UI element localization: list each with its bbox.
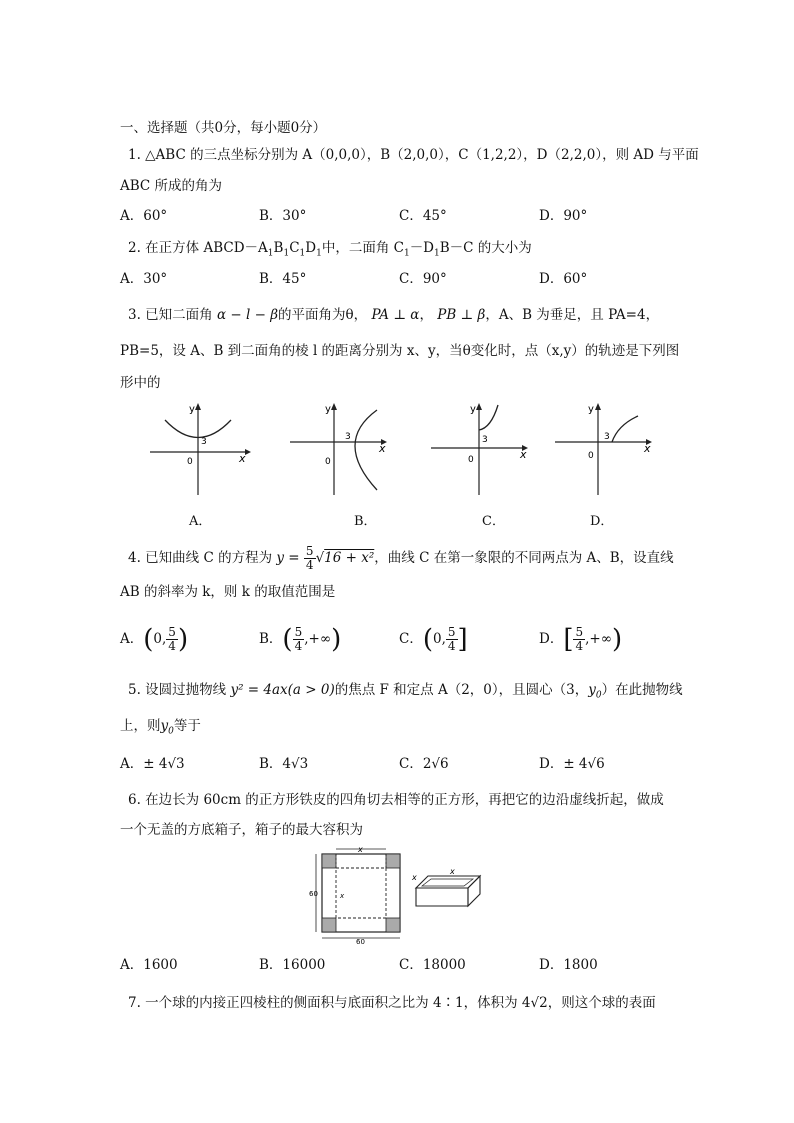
q3-line1 (128, 305, 659, 325)
q3-graph-a (145, 400, 255, 500)
q3-graph-label-c: C． (482, 514, 505, 529)
q3-text-c: ， (419, 307, 433, 323)
q5-mid: 的焦点 F 和定点 A（2，0），且圆心（3， (334, 682, 589, 698)
svg-text:x: x (239, 452, 246, 465)
q2-middle: 中，二面角 C (321, 240, 404, 256)
q5-option-c: C．2√6 (399, 756, 449, 772)
q4-option-c-letter: C． (399, 631, 423, 647)
q4-option-a-letter: A． (120, 631, 144, 647)
q3-graph-label-d: D． (590, 514, 614, 529)
svg-text:x: x (644, 442, 651, 455)
q6-option-d: D．1800 (539, 957, 598, 973)
q4-option-d-letter: D． (539, 631, 564, 647)
svg-text:3: 3 (201, 437, 207, 447)
svg-text:x: x (379, 442, 386, 455)
svg-text:x: x (520, 448, 527, 461)
q6-fig-box-x-side: x (412, 873, 417, 882)
q5-line1 (128, 680, 683, 706)
q2-option-d: D．60° (539, 271, 588, 287)
q1-option-b: B．30° (259, 208, 307, 224)
q2-prefix: 2. 在正方体 ABCD－A (128, 240, 268, 256)
q6-option-b: B．16000 (259, 957, 326, 973)
svg-text:y: y (470, 404, 476, 415)
q5-y0: $y_0$ (588, 682, 602, 701)
q3-graph-label-b: B． (354, 514, 377, 529)
svg-text:y: y (189, 404, 195, 415)
svg-text:0: 0 (468, 455, 474, 465)
q1-option-a: A．60° (120, 208, 168, 224)
q4-option-b: B．( $\frac{5}{4}$ ,+∞) (259, 624, 342, 655)
q5-suffix: ）在此抛物线 (601, 682, 683, 698)
svg-text:3: 3 (345, 432, 351, 442)
q7-line1: 7. 一个球的内接正四棱柱的侧面积与底面积之比为 4∶1，体积为 4√2，则这个球的表面 (128, 995, 656, 1011)
q4-option-d: D．[ $\frac{5}{4}$ ,+∞) (539, 624, 623, 655)
q4-line1 (128, 545, 674, 572)
q3-graph-b (285, 400, 395, 500)
section-title: 一、选择题（共0分，每小题0分） (120, 120, 327, 136)
q2-option-c: C．90° (399, 271, 447, 287)
q4-line2: AB 的斜率为 k，则 k 的取值范围是 (120, 584, 336, 600)
q6-option-a: A．1600 (120, 957, 178, 973)
q5-option-d: D．± 4√6 (539, 756, 605, 772)
q3-line3: 形中的 (120, 375, 161, 391)
q6-fig-x-inner: x (340, 892, 345, 900)
q3-math-pb: PB ⊥ β (437, 307, 486, 323)
q6-option-c: C．18000 (399, 957, 466, 973)
svg-text:y: y (588, 404, 594, 415)
q2-line1: 2. 在正方体 $ABCD-A_1B_1C_1D_1$中，二面角 $C_1-D_1B-C$ 的大小为 (128, 240, 532, 259)
q6-fig-x-top: x (358, 845, 363, 854)
q3-graph-label-a: A． (189, 514, 212, 529)
q6-line2: 一个无盖的方底箱子，箱子的最大容积为 (120, 822, 363, 838)
q1-line2: ABC 所成的角为 (120, 178, 223, 194)
q2-option-b: B．45° (259, 271, 307, 287)
q2-option-a: A．30° (120, 271, 168, 287)
q2-suffix: B－C 的大小为 (439, 240, 532, 256)
svg-text:0: 0 (325, 457, 331, 467)
q3-line2: PB=5，设 A、B 到二面角的棱 l 的距离分别为 x、y，当θ变化时，点（x,y）的轨迹是下列图 (120, 343, 680, 359)
q1-option-c: C．45° (399, 208, 447, 224)
q4-option-c: C．(0, $\frac{5}{4}$ ] (399, 624, 468, 655)
q3-text-d: ，A、B 为垂足，且 PA=4， (485, 307, 660, 323)
q5-line2 (120, 716, 201, 742)
q3-text-b: 的平面角为θ， (278, 307, 368, 323)
q5-line2-b: 等于 (173, 718, 201, 734)
q3-math-dihedral: α − l − β (216, 307, 278, 323)
q4-suffix: ，曲线 C 在第一象限的不同两点为 A、B，设直线 (374, 550, 674, 566)
q4-option-b-letter: B． (259, 631, 283, 647)
svg-text:3: 3 (482, 435, 488, 445)
q1-option-d: D．90° (539, 208, 588, 224)
q5-prefix: 5. 设圆过抛物线 (128, 682, 227, 698)
q6-fig-60-bottom: 60 (356, 938, 365, 944)
q6-line1: 6. 在边长为 60cm 的正方形铁皮的四角切去相等的正方形，再把它的边沿虚线折起，做成 (128, 792, 664, 808)
q6-figure (308, 844, 498, 944)
q5-y0-2: $y_0$ (160, 718, 174, 737)
q6-fig-60-left: 60 (309, 890, 318, 898)
q3-graph-c (426, 400, 536, 500)
q6-fig-box-x-top: x (450, 867, 455, 876)
q5-option-a: A．± 4√3 (120, 756, 185, 772)
q5-parabola: y² = 4ax(a > 0) (230, 682, 335, 698)
q4-equation: y = $\frac{5}{4}$ √16 + x² (276, 544, 375, 572)
q5-line2-a: 上，则 (120, 718, 161, 734)
svg-text:y: y (325, 404, 331, 415)
q4-option-a: A．(0, $\frac{5}{4}$ ) (120, 624, 189, 655)
q4-prefix: 4. 已知曲线 C 的方程为 (128, 550, 273, 566)
svg-text:0: 0 (588, 451, 594, 461)
q3-text-a: 3. 已知二面角 (128, 307, 213, 323)
svg-text:3: 3 (604, 432, 610, 442)
q3-graph-d (550, 400, 660, 500)
svg-text:0: 0 (187, 457, 193, 467)
q1-line1: 1. △ABC 的三点坐标分别为 A（0,0,0），B（2,0,0），C（1,2,2），D（2,2,0），则 AD 与平面 (128, 147, 699, 163)
q5-option-b: B．4√3 (259, 756, 309, 772)
q3-math-pa: PA ⊥ α (371, 307, 420, 323)
